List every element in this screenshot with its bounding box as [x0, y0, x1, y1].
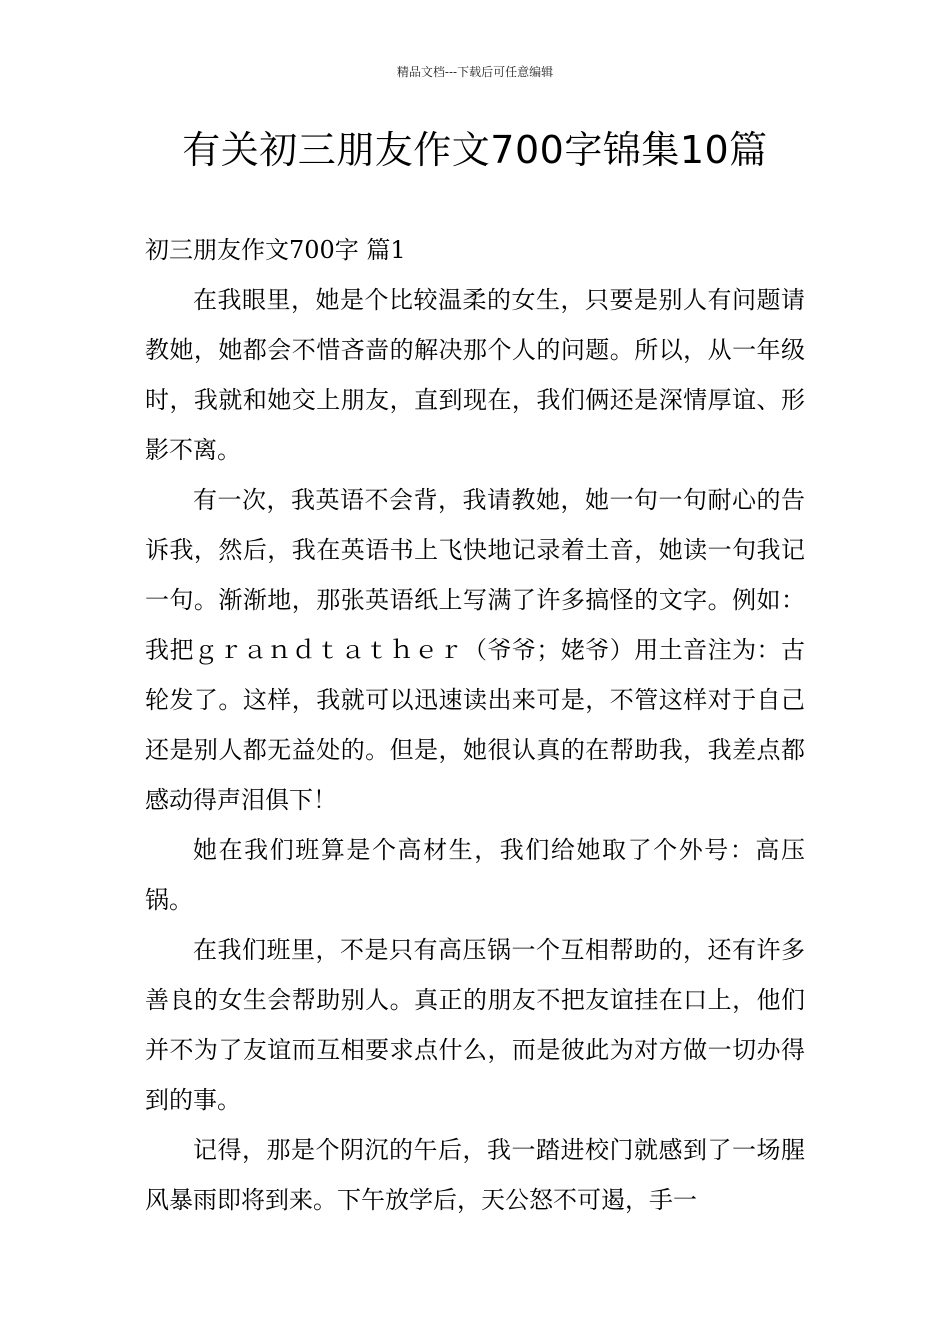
document-body — [145, 225, 805, 1225]
paragraph: 她在我们班算是个高材生，我们给她取了个外号：高压锅。 — [145, 836, 805, 914]
document-title: 有关初三朋友作文700字锦集10篇 — [182, 128, 768, 172]
paragraph: 有一次，我英语不会背，我请教她，她一句一句耐心的告诉我，然后，我在英语书上飞快地记录着土音，她读一句我记一句。渐渐地，那张英语纸上写满了许多搞怪的文字。例如：我把ｇｒａｎｄｔａｔｈｅｒ（爷爷；姥爷）用土音注为：古轮发了。这样，我就可以迅速读出来可是，不管这样对于自己还是别人都无益处的。但是，她很认真的在帮助我，我差点都感动得声泪俱下！ — [145, 486, 805, 814]
paragraph: 在我们班里，不是只有高压锅一个互相帮助的，还有许多善良的女生会帮助别人。真正的朋友不把友谊挂在口上，他们并不为了友谊而互相要求点什么，而是彼此为对方做一切办得到的事。 — [145, 936, 805, 1114]
paragraph: 记得，那是个阴沉的午后，我一踏进校门就感到了一场腥风暴雨即将到来。下午放学后，天公怒不可遏，手一 — [145, 1136, 805, 1214]
paragraph: 在我眼里，她是个比较温柔的女生，只要是别人有问题请教她，她都会不惜吝啬的解决那个人的问题。所以，从一年级时，我就和她交上朋友，直到现在，我们俩还是深情厚谊、形影不离。 — [145, 286, 805, 464]
header-note: 精品文档---下载后可任意编辑 — [396, 65, 554, 79]
section-heading: 初三朋友作文700字 篇1 — [145, 236, 406, 264]
